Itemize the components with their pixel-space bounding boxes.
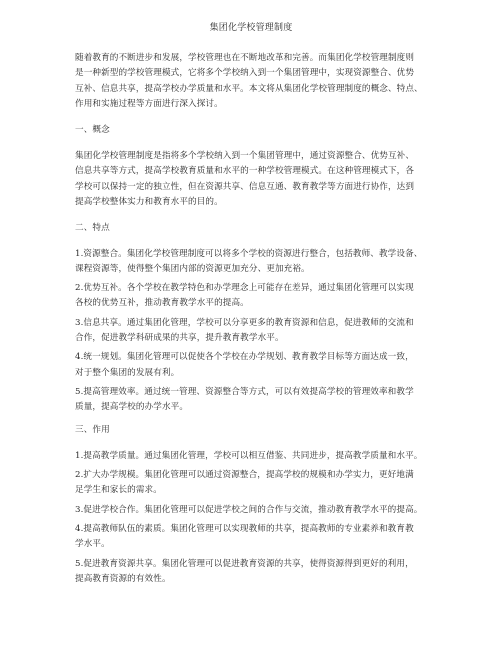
feature-item-line: 5.提高管理效率。通过统一管理、资源整合等方式，可以有效提高学校的管理效率和教学 bbox=[75, 387, 414, 397]
effect-item-line: 3.促进学校合作。集团化管理可以促进学校之间的合作与交流，推动教育教学水平的提高。 bbox=[75, 505, 423, 515]
section-heading-effects: 三、作用 bbox=[75, 425, 110, 435]
feature-item-line: 1.资源整合。集团化学校管理制度可以将多个学校的资源进行整合，包括教师、教学设备、 bbox=[75, 249, 423, 259]
effect-item-line: 提高教育资源的有效性。 bbox=[75, 574, 171, 584]
intro-line: 是一种新型的学校管理模式，它将多个学校纳入到一个集团管理中，实现资源整合、优势 bbox=[75, 68, 415, 78]
concept-line: 学校可以保持一定的独立性，但在资源共享、信息互通、教育教学等方面进行协作，达到 bbox=[75, 182, 415, 192]
effect-item-line: 5.促进教育资源共享。集团化管理可以促进教育资源的共享，使得资源得到更好的利用， bbox=[75, 559, 414, 569]
section-heading-concept: 一、概念 bbox=[75, 125, 110, 135]
concept-line: 提高学校整体实力和教育水平的目的。 bbox=[75, 197, 223, 207]
feature-item-line: 各校的优势互补，推动教育教学水平的提高。 bbox=[75, 298, 249, 308]
feature-item-line: 2.优势互补。各个学校在教学特色和办学理念上可能存在差异，通过集团化管理可以实现 bbox=[75, 283, 414, 293]
concept-line: 集团化学校管理制度是指将多个学校纳入到一个集团管理中，通过资源整合、优势互补、 bbox=[75, 151, 415, 161]
feature-item-line: 对于整个集团的发展有利。 bbox=[75, 368, 180, 378]
intro-line: 作用和实施过程等方面进行深入探讨。 bbox=[75, 99, 223, 109]
intro-line: 互补、信息共享，提高学校办学质量和水平。本文将从集团化学校管理制度的概念、特点、 bbox=[75, 84, 423, 94]
effect-item-line: 足学生和家长的需求。 bbox=[75, 485, 162, 495]
effect-item-line: 1.提高教学质量。通过集团化管理，学校可以相互借鉴、共同进步，提高教学质量和水平。 bbox=[75, 451, 423, 461]
document-title: 集团化学校管理制度 bbox=[209, 23, 293, 33]
intro-line: 随着教育的不断进步和发展，学校管理也在不断地改革和完善。而集团化学校管理制度则 bbox=[75, 53, 415, 63]
feature-item-line: 4.统一规划。集团化管理可以促使各个学校在办学规划、教育教学目标等方面达成一致， bbox=[75, 352, 414, 362]
feature-item-line: 3.信息共享。通过集团化管理，学校可以分享更多的教育资源和信息，促进教师的交流和 bbox=[75, 318, 414, 328]
effect-item-line: 学水平。 bbox=[75, 539, 110, 549]
feature-item-line: 课程资源等，使得整个集团内部的资源更加充分、更加充裕。 bbox=[75, 264, 310, 274]
effect-item-line: 2.扩大办学规模。集团化管理可以通过资源整合，提高学校的规模和办学实力，更好地满 bbox=[75, 470, 414, 480]
effect-item-line: 4.提高教师队伍的素质。集团化管理可以实现教师的共享，提高教师的专业素养和教育教 bbox=[75, 524, 414, 534]
feature-item-line: 合作，促进教学科研成果的共享，提升教育教学水平。 bbox=[75, 333, 284, 343]
section-heading-features: 二、特点 bbox=[75, 223, 110, 233]
feature-item-line: 质量，提高学校的办学水平。 bbox=[75, 402, 189, 412]
concept-line: 信息共享等方式，提高学校教育质量和水平的一种学校管理模式。在这种管理模式下，各 bbox=[75, 166, 415, 176]
